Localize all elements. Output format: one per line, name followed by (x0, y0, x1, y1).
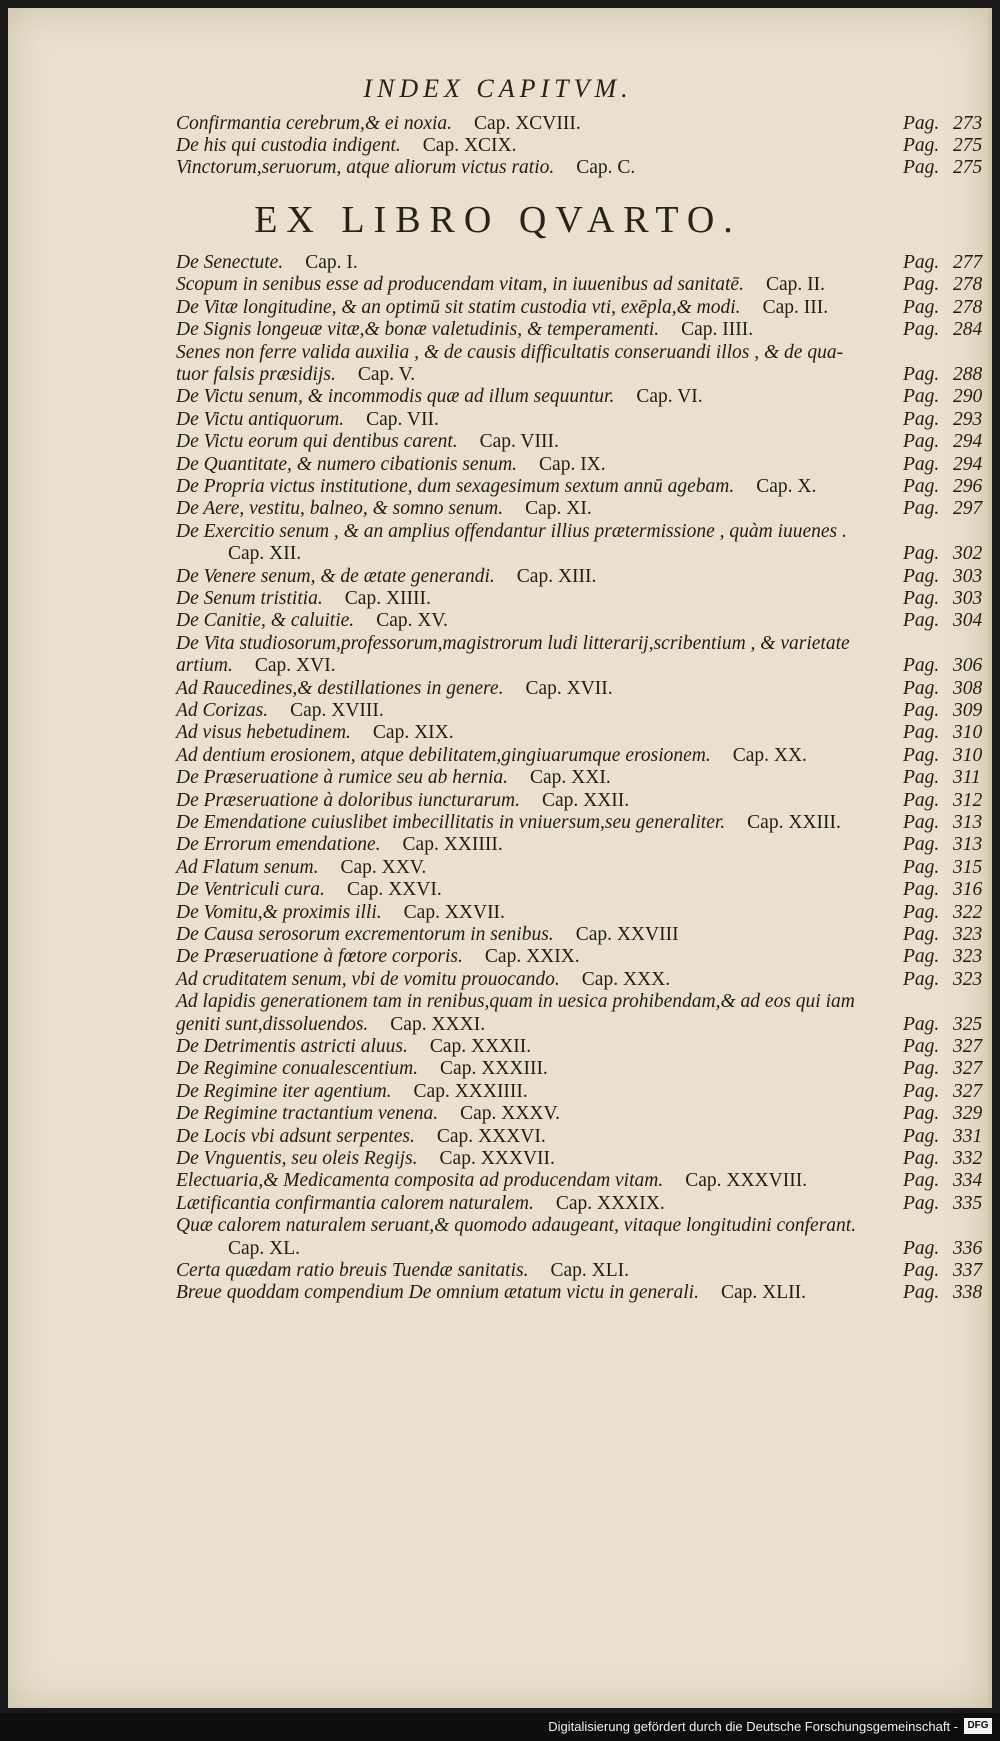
entry-page-number: 311 (953, 767, 981, 789)
entry-chapter: Cap. XIX. (372, 722, 454, 744)
entry-chapter: Cap. XXI. (530, 767, 611, 789)
entry-pag-label: Pag. (903, 408, 940, 430)
entry-pag-label: Pag. (903, 1237, 940, 1259)
entry-title: Electuaria,& Medicamenta composita ad producendam vitam. (176, 1170, 664, 1192)
entry-pag-label: Pag. (903, 879, 940, 901)
entry-chapter: Cap. XIIII. (344, 588, 431, 609)
entry-chapter: Cap. XVII. (525, 677, 613, 699)
dfg-logo: DFG (964, 1718, 992, 1734)
page-header: INDEX CAPITVM. (363, 74, 633, 103)
entry-page-number: 329 (953, 1103, 983, 1125)
entry-pag-label: Pag. (903, 453, 940, 475)
entry-title: Quæ calorem naturalem seruant,& quomodo adaugeant, vitaque longitudini conferant. (176, 1215, 857, 1237)
entry-chapter: Cap. XXXVI. (436, 1125, 546, 1147)
entry-chapter: Cap. VIII. (479, 431, 559, 453)
entry-chapter: Cap. XXXIX. (555, 1192, 665, 1214)
entry-title: Lætificantia confirmantia calorem naturalem. (176, 1192, 534, 1214)
entry-pag-label: Pag. (903, 543, 940, 565)
entry-chapter: Cap. XXXVII. (439, 1148, 555, 1169)
entry-pag-label: Pag. (903, 677, 940, 699)
entry-chapter: Cap. I. (305, 252, 358, 273)
entry-page-number: 293 (953, 408, 983, 430)
entry-page-number: 337 (953, 1260, 983, 1281)
entry-title: De Præseruatione à fœtore corporis. (176, 946, 463, 968)
entry-pag-label: Pag. (903, 1192, 940, 1214)
entry-page-number: 278 (953, 274, 983, 296)
entry-chapter: Cap. XLII. (720, 1282, 807, 1304)
entry-pag-label: Pag. (903, 1260, 940, 1281)
entry-title: De Præseruatione à rumice seu ab hernia. (176, 767, 508, 789)
footer-bar (0, 1713, 1000, 1741)
entry-page-number: 296 (953, 476, 983, 497)
entry-page-number: 277 (953, 252, 983, 273)
entry-pag-label: Pag. (903, 296, 940, 318)
entry-pag-label: Pag. (903, 135, 940, 156)
entry-title: De Regimine tractantium venena. (176, 1103, 439, 1125)
entry-chapter: Cap. XXIIII. (402, 834, 503, 856)
entry-chapter: Cap. XCIX. (422, 135, 517, 156)
entry-pag-label: Pag. (903, 113, 940, 134)
entry-page-number: 338 (953, 1282, 983, 1304)
entry-title: De Vomitu,& proximis illi. (176, 901, 382, 923)
entry-pag-label: Pag. (903, 722, 940, 744)
entry-title: De Præseruatione à doloribus iuncturarum. (176, 789, 520, 811)
entry-title: De Quantitate, & numero cibationis senum. (176, 453, 518, 475)
entry-title: artium. (176, 655, 233, 677)
entry-page-number: 325 (953, 1013, 983, 1035)
entry-page-number: 310 (953, 722, 983, 744)
entry-chapter: Cap. XVIII. (290, 700, 384, 721)
entry-pag-label: Pag. (903, 498, 940, 520)
entry-page-number: 303 (953, 565, 983, 587)
entry-pag-label: Pag. (903, 700, 940, 721)
entry-title: Ad dentium erosionem, atque debilitatem,gingiuarumque erosionem. (176, 744, 711, 766)
entry-title: Breue quoddam compendium De omnium ætatum victu in generali. (176, 1282, 699, 1304)
entry-title: tuor falsis præsidijs. (176, 364, 336, 385)
entry-chapter: Cap. XIII. (516, 565, 597, 587)
entry-page-number: 290 (953, 386, 983, 408)
entry-title: De Senectute. (176, 252, 284, 273)
entry-chapter: Cap. X. (756, 476, 817, 497)
entry-chapter: Cap. XCVIII. (474, 113, 581, 134)
entry-chapter: Cap. IX. (539, 453, 606, 475)
entry-title: Senes non ferre valida auxilia , & de causis difficultatis conseruandi illos , & de qua- (176, 341, 844, 363)
book-title: EX LIBRO QVARTO. (254, 199, 742, 241)
entry-title: De Canitie, & caluitie. (176, 610, 355, 632)
entry-chapter: Cap. XXVII. (403, 901, 505, 923)
entry-chapter: Cap. XXVI. (346, 879, 442, 901)
entry-title: Ad lapidis generationem tam in renibus,quam in uesica prohibendam,& ad eos qui iam (176, 991, 855, 1013)
entry-pag-label: Pag. (903, 1148, 940, 1169)
entry-page-number: 334 (953, 1170, 983, 1192)
entry-pag-label: Pag. (903, 1036, 940, 1057)
entry-chapter: Cap. XXIII. (747, 812, 841, 833)
entry-page-number: 308 (953, 677, 983, 699)
entry-pag-label: Pag. (903, 1282, 940, 1304)
entry-pag-label: Pag. (903, 744, 940, 766)
entry-pag-label: Pag. (903, 364, 940, 385)
entry-chapter: Cap. XXVIII (575, 924, 679, 945)
entry-title: De Ventriculi cura. (176, 879, 325, 901)
entry-chapter: Cap. VII. (366, 408, 439, 430)
entry-page-number: 316 (953, 879, 983, 901)
entry-title: De Exercitio senum , & an amplius offendantur illius prætermissione , quàm iuuenes . (176, 520, 847, 542)
entry-chapter: Cap. C. (576, 157, 636, 178)
entry-title: Vinctorum,seruorum, atque aliorum victus ratio. (176, 157, 555, 178)
entry-pag-label: Pag. (903, 157, 940, 178)
entry-title: De Victu antiquorum. (176, 408, 345, 430)
entry-chapter: Cap. III. (762, 296, 829, 318)
entry-chapter: Cap. XX. (732, 744, 807, 766)
entry-chapter: Cap. XLI. (550, 1260, 630, 1281)
entry-pag-label: Pag. (903, 1170, 940, 1192)
entry-chapter: Cap. XXXV. (460, 1103, 560, 1125)
entry-title: Confirmantia cerebrum,& ei noxia. (176, 113, 453, 134)
entry-pag-label: Pag. (903, 1080, 940, 1102)
entry-title: De Locis vbi adsunt serpentes. (176, 1125, 415, 1147)
entry-pag-label: Pag. (903, 946, 940, 968)
entry-page-number: 294 (953, 431, 983, 453)
entry-page-number: 275 (953, 135, 983, 156)
entry-title: De Regimine iter agentium. (176, 1080, 392, 1102)
entry-page-number: 310 (953, 744, 983, 766)
entry-pag-label: Pag. (903, 789, 940, 811)
entry-title: geniti sunt,dissoluendos. (176, 1013, 369, 1035)
entry-pag-label: Pag. (903, 924, 940, 945)
entry-title: Certa quædam ratio breuis Tuendæ sanitatis. (176, 1260, 529, 1281)
entry-page-number: 336 (953, 1237, 983, 1259)
entry-title: De Causa serosorum excrementorum in senibus. (176, 924, 554, 945)
entry-pag-label: Pag. (903, 319, 940, 341)
entry-title: De Detrimentis astricti aluus. (176, 1036, 408, 1057)
entry-pag-label: Pag. (903, 476, 940, 497)
entry-page-number: 302 (953, 543, 983, 565)
entry-chapter: Cap. XI. (525, 498, 592, 520)
footer-credit: Digitalisierung gefördert durch die Deutsche Forschungsgemeinschaft - (548, 1719, 958, 1734)
entry-pag-label: Pag. (903, 610, 940, 632)
entry-pag-label: Pag. (903, 812, 940, 833)
entry-title: De Signis longeuæ vitæ,& bonæ valetudinis, & temperamenti. (176, 319, 660, 341)
entry-title: De Senum tristitia. (176, 588, 323, 609)
entry-pag-label: Pag. (903, 386, 940, 408)
entry-page-number: 309 (953, 700, 983, 721)
entry-title: Ad cruditatem senum, vbi de vomitu prouocando. (176, 968, 560, 990)
entry-pag-label: Pag. (903, 856, 940, 878)
entry-page-number: 288 (953, 364, 983, 385)
entry-title: De Propria victus institutione, dum sexagesimum sextum annū agebam. (176, 476, 735, 497)
entry-pag-label: Pag. (903, 274, 940, 296)
entry-chapter: Cap. XXV. (340, 856, 427, 878)
entry-page-number: 303 (953, 588, 983, 609)
entry-page-number: 313 (953, 812, 983, 833)
entry-page-number: 312 (953, 789, 983, 811)
entry-chapter: Cap. XXXIIII. (413, 1080, 528, 1102)
entry-page-number: 278 (953, 296, 983, 318)
entry-page-number: 294 (953, 453, 983, 475)
entry-page-number: 323 (953, 924, 983, 945)
entry-chapter: Cap. XXXII. (429, 1036, 532, 1057)
entry-title: Ad Raucedines,& destillationes in genere. (176, 677, 504, 699)
entry-page-number: 273 (953, 113, 983, 134)
entry-pag-label: Pag. (903, 1103, 940, 1125)
entry-page-number: 306 (953, 655, 983, 677)
entry-chapter: Cap. XL. (228, 1237, 301, 1259)
entry-chapter: Cap. XXXIII. (440, 1058, 548, 1080)
entry-pag-label: Pag. (903, 431, 940, 453)
entry-pag-label: Pag. (903, 588, 940, 609)
entry-pag-label: Pag. (903, 565, 940, 587)
entry-title: De Emendatione cuiuslibet imbecillitatis in vniuersum,seu generaliter. (176, 812, 726, 833)
entry-chapter: Cap. II. (765, 274, 825, 296)
entry-pag-label: Pag. (903, 1125, 940, 1147)
entry-title: De his qui custodia indigent. (176, 135, 401, 156)
entry-chapter: Cap. XII. (228, 543, 302, 565)
entry-chapter: Cap. XXXVIII. (685, 1170, 808, 1192)
entry-page-number: 327 (953, 1080, 983, 1102)
entry-chapter: Cap. XV. (376, 610, 448, 632)
entry-title: De Errorum emendatione. (176, 834, 381, 856)
entry-chapter: Cap. XXX. (581, 968, 671, 990)
entry-title: Ad Corizas. (176, 700, 269, 721)
entry-title: De Vita studiosorum,professorum,magistrorum ludi litterarij,scribentium , & varietate (176, 632, 850, 654)
entry-chapter: Cap. VI. (636, 386, 703, 408)
entry-page-number: 332 (953, 1148, 983, 1169)
entry-page-number: 331 (953, 1125, 983, 1147)
entry-title: Scopum in senibus esse ad producendam vitam, in iuuenibus ad sanitatē. (176, 274, 744, 296)
entry-title: De Vnguentis, seu oleis Regijs. (176, 1148, 418, 1169)
entry-title: De Vitæ longitudine, & an optimū sit statim custodia vti, exēpla,& modi. (176, 296, 741, 318)
entry-chapter: Cap. XXIX. (484, 946, 580, 968)
entry-page-number: 313 (953, 834, 983, 856)
book-page (8, 8, 992, 1708)
entry-title: De Regimine conualescentium. (176, 1058, 419, 1080)
entry-page-number: 275 (953, 157, 983, 178)
entry-chapter: Cap. XXXI. (390, 1013, 486, 1035)
entry-page-number: 335 (953, 1192, 983, 1214)
entry-pag-label: Pag. (903, 1058, 940, 1080)
entry-title: De Victu senum, & incommodis quæ ad illum sequuntur. (176, 386, 615, 408)
entry-pag-label: Pag. (903, 655, 940, 677)
entry-page-number: 323 (953, 946, 983, 968)
entry-chapter: Cap. XVI. (254, 655, 336, 677)
entry-pag-label: Pag. (903, 252, 940, 273)
entry-page-number: 297 (953, 498, 983, 520)
entry-page-number: 315 (953, 856, 983, 878)
entry-page-number: 322 (953, 901, 983, 923)
entry-pag-label: Pag. (903, 834, 940, 856)
entry-chapter: Cap. XXII. (541, 789, 630, 811)
entry-pag-label: Pag. (903, 901, 940, 923)
entry-title: De Victu eorum qui dentibus carent. (176, 431, 458, 453)
entry-page-number: 323 (953, 968, 983, 990)
entry-title: Ad visus hebetudinem. (176, 722, 351, 744)
entry-title: De Aere, vestitu, balneo, & somno senum. (176, 498, 504, 520)
entry-page-number: 327 (953, 1036, 983, 1057)
entry-chapter: Cap. V. (357, 364, 416, 385)
entry-title: De Venere senum, & de ætate generandi. (176, 565, 495, 587)
entry-page-number: 304 (953, 610, 983, 632)
entry-page-number: 284 (953, 319, 983, 341)
entry-pag-label: Pag. (903, 968, 940, 990)
entry-chapter: Cap. IIII. (681, 319, 754, 341)
entry-title: Ad Flatum senum. (176, 856, 319, 878)
entry-pag-label: Pag. (903, 1013, 940, 1035)
entry-pag-label: Pag. (903, 767, 940, 789)
entry-page-number: 327 (953, 1058, 983, 1080)
